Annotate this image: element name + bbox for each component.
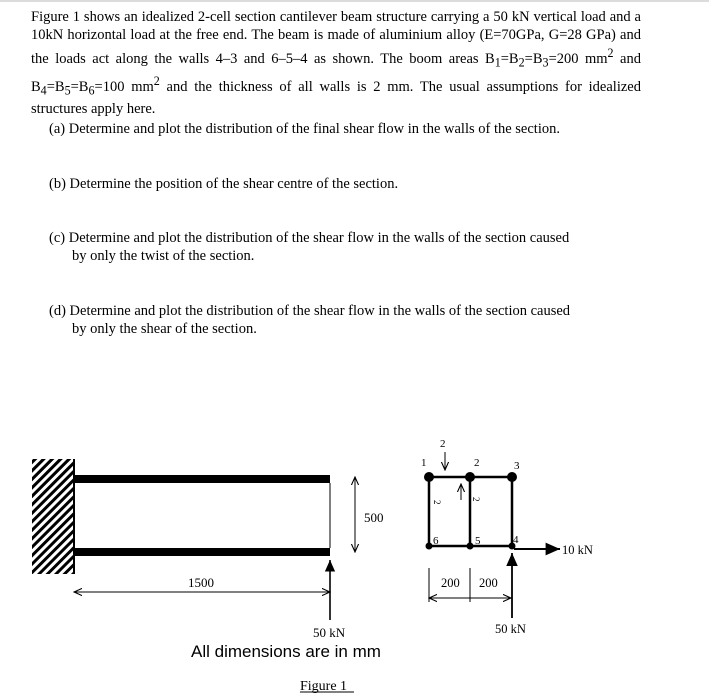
boom-label-4: 4: [513, 534, 519, 546]
question-d: (d) Determine and plot the distribution of the shear flow in the walls of the section caused by only the shear of the section.: [49, 303, 571, 338]
boom-6: [426, 543, 433, 550]
boom-label-5: 5: [475, 535, 481, 547]
question-c: (c) Determine and plot the distribution of the shear flow in the walls of the section caused by only the twist of the section.: [49, 230, 570, 265]
height-label: 500: [364, 510, 384, 525]
wall-support: [32, 459, 74, 574]
beam-bottom-flange: [74, 548, 330, 556]
cross-section: [429, 477, 512, 546]
figure-caption: Figure 1: [300, 679, 348, 694]
section-load-label: 50 kN: [495, 622, 526, 636]
boom-5: [467, 543, 474, 550]
boom-1: [424, 472, 434, 482]
section-top-label: 2: [440, 438, 446, 450]
width-label-a: 200: [441, 576, 460, 590]
beam-top-flange: [74, 475, 330, 483]
dimensions-note: All dimensions are in mm: [191, 642, 381, 661]
horizontal-load-label: 10 kN: [562, 543, 593, 557]
boom-label-3: 3: [514, 460, 520, 472]
problem-statement: Figure 1 shows an idealized 2-cell section cantilever beam structure carrying a 50 kN vertical load and a 10kN horizontal load at the free end. The beam is made of aluminium alloy (E=70GPa, G=28 GPa) and the loads act along the walls 4–3 and 6–5–4 as shown. The boom areas $B_1=B_2=B_3=200$ $mm^2$ and $B_4=B_5=B_6=100$ $mm^2$ and the thickness of all walls is 2 mm. The usual assumptions for idealized structures apply here.: [31, 9, 641, 118]
question-a: (a) Determine and plot the distribution of the final shear flow in the walls of the section.: [49, 121, 560, 137]
boom-2: [465, 472, 475, 482]
boom-label-6: 6: [433, 535, 439, 547]
length-label: 1500: [188, 575, 214, 590]
question-b: (b) Determine the position of the shear centre of the section.: [49, 176, 399, 192]
boom-label-2: 2: [474, 457, 480, 469]
beam-load-label: 50 kN: [313, 625, 346, 640]
wall-mark-mid: 2: [471, 497, 481, 502]
width-label-b: 200: [479, 576, 498, 590]
boom-label-1: 1: [421, 457, 427, 469]
boom-3: [507, 472, 517, 482]
wall-mark-left: 2: [432, 500, 442, 505]
